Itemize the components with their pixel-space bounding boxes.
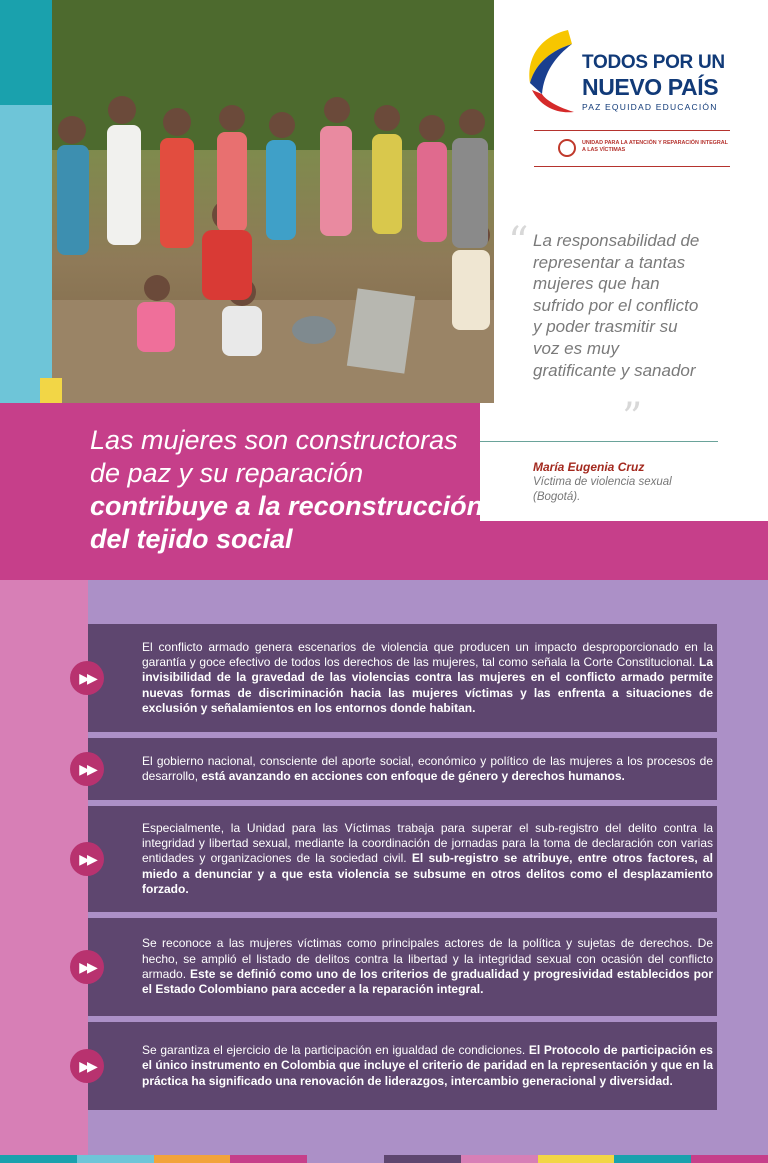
color-bar-segment <box>538 1155 615 1163</box>
headline-bold: contribuye a la reconstrucción del tejido social <box>90 491 484 554</box>
logo-block <box>520 22 730 172</box>
color-bar-segment <box>307 1155 384 1163</box>
card-text <box>142 640 717 716</box>
colombia-swoosh-icon <box>520 28 580 118</box>
color-bar-segment <box>461 1155 538 1163</box>
card-text-normal: El conflicto armado genera escenarios de violencia que producen un impacto desproporcionado en la garantía y goce efectivo de todos los derechos de las mujeres, tal como señala la Corte Constitucional. <box>142 639 713 670</box>
card-text-bold: El Protocolo de participación es el único instrumento en Colombia que incluye el criterio de paridad en la representación y que en la práctica ha significado una renovación de liderazgos, intercambio generacional y diversidad. <box>142 1043 713 1088</box>
headline <box>90 424 490 556</box>
info-card-1 <box>88 624 717 732</box>
card-text-normal: Se garantiza el ejercicio de la participación en igualdad de condiciones. <box>142 1043 529 1058</box>
color-bar-segment <box>614 1155 691 1163</box>
card-text <box>142 936 717 997</box>
close-quote-icon: ” <box>622 395 643 441</box>
arrow-icon: ▶▶ <box>70 950 104 984</box>
divider <box>534 130 730 131</box>
info-card-2 <box>88 738 717 800</box>
info-card-3 <box>88 806 717 912</box>
info-card-4 <box>88 918 717 1016</box>
arrow-icon: ▶▶ <box>70 752 104 786</box>
seal-icon <box>558 139 576 157</box>
card-text-bold: está avanzando en acciones con enfoque de género y derechos humanos. <box>201 769 625 783</box>
quote-divider <box>480 441 718 442</box>
card-text <box>142 754 717 785</box>
group-photo <box>52 0 494 403</box>
arrow-icon: ▶▶ <box>70 842 104 876</box>
card-text-normal: Especialmente, la Unidad para las Víctimas trabaja para superar el sub-registro del delito contra la integridad y libertad sexual, mediante la coordinación de jornadas para la toma de declaración con varias entidades y organizaciones de la sociedad civil. <box>142 820 713 866</box>
headline-band-right <box>480 521 768 580</box>
card-text-bold: El sub-registro se atribuye, entre otros factores, al miedo a denunciar y a que esta violencia se subsume en otros delitos como el desplazamiento forzado. <box>142 851 714 896</box>
bottom-color-bar <box>0 1155 768 1163</box>
teal-strip <box>0 0 52 105</box>
unit-name: UNIDAD PARA LA ATENCIÓN Y REPARACIÓN INTEGRAL A LAS VÍCTIMAS <box>582 140 728 153</box>
card-text <box>142 1043 717 1089</box>
logo-line-2: NUEVO PAÍS <box>582 74 719 100</box>
headline-light: Las mujeres son constructoras de paz y su reparación <box>90 425 458 488</box>
card-text-normal: El gobierno nacional, consciente del aporte social, económico y político de las mujeres a los procesos de desarrollo, <box>142 753 713 783</box>
info-card-5 <box>88 1022 717 1110</box>
color-bar-segment <box>230 1155 307 1163</box>
card-text-bold: Este se definió como uno de los criterios de gradualidad y progresividad establecidos por el Estado Colombiano para acceder a la reparación integral. <box>142 967 714 997</box>
card-text-bold: La invisibilidad de la gravedad de las violencias contra las mujeres en el conflicto armado permite nuevas formas de discriminación hacia las mujeres víctimas y las enfrenta a situaciones de exclusión y señalamientos en los entornos donde habitan. <box>142 655 713 715</box>
quote-author-role: Víctima de violencia sexual (Bogotá). <box>533 476 672 503</box>
logo-line-1: TODOS POR UN <box>582 52 725 73</box>
photo-illustration <box>52 0 494 403</box>
quote-text: La responsabilidad de representar a tantas mujeres que han sufrido por el conflicto y poder trasmitir su voz es muy gratificante y sanador <box>533 231 700 380</box>
card-text <box>142 821 717 897</box>
cyan-strip <box>0 105 52 403</box>
color-bar-segment <box>0 1155 77 1163</box>
card-text-normal: Se reconoce a las mujeres víctimas como principales actores de la política y sujetas de derechos. De hecho, se amplió el listado de delitos contra la libertad y la integridad sexual con ocasión del conflicto armado. <box>142 936 713 981</box>
arrow-icon: ▶▶ <box>70 661 104 695</box>
quote-author: María Eugenia Cruz <box>533 460 645 474</box>
color-bar-segment <box>154 1155 231 1163</box>
logo-tagline: PAZ EQUIDAD EDUCACIÓN <box>582 102 718 112</box>
color-bar-segment <box>384 1155 461 1163</box>
color-bar-segment <box>691 1155 768 1163</box>
arrow-icon: ▶▶ <box>70 1049 104 1083</box>
open-quote-icon: “ <box>508 219 529 265</box>
color-bar-segment <box>77 1155 154 1163</box>
divider <box>534 166 730 167</box>
